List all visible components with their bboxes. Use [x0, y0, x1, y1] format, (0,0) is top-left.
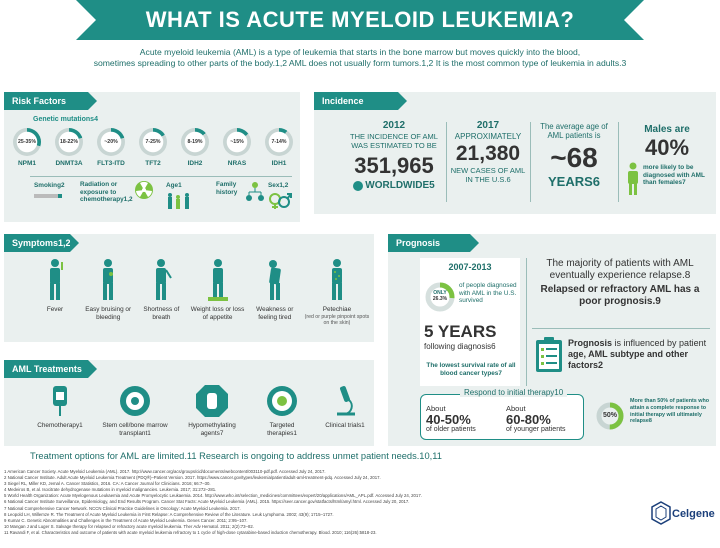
mutation-idh2 — [176, 128, 214, 174]
incidence-sub: YEARS6 — [547, 174, 601, 189]
symptom-label: Fever — [46, 306, 64, 313]
mutation-donut: ~20% — [97, 128, 125, 156]
sex-label: Sex1,2 — [268, 182, 289, 189]
worldwide-label: WORLDWIDE5 — [365, 180, 435, 191]
only-label: ONLY — [433, 290, 447, 296]
incidence-year: 2017 — [476, 120, 500, 131]
references — [4, 469, 644, 536]
celgene-logo-icon — [650, 500, 672, 526]
family-tree-icon — [246, 182, 264, 202]
treatment-list — [30, 384, 370, 444]
person-tired-icon — [263, 258, 287, 302]
mutation-donut: 25-35% — [13, 128, 41, 156]
incidence-number: ~68 — [550, 142, 598, 173]
lowest-survival: The lowest survival rate of all blood cancer types7 — [426, 362, 516, 377]
cigarette-tip-icon — [58, 194, 62, 198]
following-diagnosis: following diagnosis6 — [424, 342, 496, 351]
mutation-name: DNMT3A — [55, 160, 83, 167]
reference-item: 11 Ravandi F, et al. Characteristics and outcome of patients with acute myeloid leukemia refractory to 1 cycle of high-dose cytarabine-based induction chemotherapy. Blood. 2010; 116(26):5818-23. — [4, 529, 377, 535]
stop-hand-icon — [195, 384, 229, 418]
radiation-icon — [134, 180, 154, 200]
symptom-label: Weakness or feeling tired — [256, 306, 294, 321]
mutation-donut: ~15% — [223, 128, 251, 156]
about-label: About — [426, 404, 446, 413]
mutation-name: NPM1 — [17, 160, 37, 167]
response-text: of older patients — [426, 426, 476, 433]
influenced-bold: age, AML subtype and other factors2 — [568, 349, 689, 370]
incidence-col-males — [622, 124, 712, 161]
target-icon — [265, 384, 299, 418]
cigarette-icon — [34, 194, 60, 198]
symptoms-tag: Symptoms1,2 — [4, 234, 70, 252]
worldwide-row — [344, 180, 444, 191]
person-breathless-icon — [149, 258, 173, 302]
respond-heading: Respond to initial therapy10 — [460, 388, 567, 397]
males-number: 40% — [644, 135, 690, 160]
incidence-divider-3 — [618, 122, 619, 202]
symptom-label: Weight loss or loss of appetite — [190, 306, 245, 321]
incidence-col-2012 — [344, 120, 444, 191]
incidence-text: The average age of AML patients is — [540, 122, 608, 140]
microscope-icon — [331, 384, 359, 418]
mutation-name: IDH1 — [271, 160, 287, 167]
radiation-label: Radiation or exposure to chemotherapy1,2 — [80, 181, 133, 204]
reference-item: 1 American Cancer Society. Acute Myeloid Leukemia (AML). 2017. http://www.cancer.org/acs/groups/cid/documents/webcontent/003110-pdf.pdf. Accessed July 24, 2017. — [4, 469, 326, 474]
response-text: of younger patients — [506, 426, 566, 433]
mutation-name: TFT2 — [145, 160, 161, 167]
clipboard-icon — [534, 336, 564, 374]
males-text: more likely to be diagnosed with AML than females7 — [643, 164, 705, 187]
reference-item: 3 Siegel RL, Miller KD, Jemal A. Cancer Statistics, 2016. CA: A Cancer Journal for Clinicians. 2016; 66:7–30. — [4, 481, 211, 487]
treatment-label: Targeted therapies1 — [267, 422, 297, 437]
incidence-number: 21,380 — [455, 142, 521, 165]
influenced-text — [568, 338, 710, 371]
reference-item: 10 Mangan J and Luger S. Salvage therapy for relapsed or refractory acute myeloid leukemia. Ther Adv Hematol. 2011; 2(2):73–82. — [4, 523, 254, 529]
mutation-donut: 7-14% — [265, 128, 293, 156]
reference-item: 2 National Cancer Institute. Adult Acute Myeloid Leukemia Treatment (PDQ®)–Patient Version. 2017. https://www.cancer.gov/types/leukemia/patient/adult-aml-treatment-pdq. Accessed July 24, 2017. — [4, 475, 381, 481]
symptom-weight-loss — [190, 258, 246, 342]
mutation-donut: 7-25% — [139, 128, 167, 156]
reference-item: 6 National Cancer Institute Surveillance, Epidemiology, and End Results Program. Cancer Stat Facts: Acute Myeloid Leukemia (AML). 2015. https://seer.cancer.gov/statfacts/html/amyl.html. Accessed July 20, 2017. — [4, 499, 410, 505]
response-percent: 60-80% — [506, 412, 551, 427]
page-title: WHAT IS ACUTE MYELOID LEUKEMIA? — [96, 0, 624, 40]
symptom-sublabel: (red or purple pinpoint spots on the skin) — [304, 313, 370, 326]
reference-item: 5 World Health Organization: Acute Myelogenous Leukaemia and Acute Promyelocytic Leukaemia. 2014. http://www.who.int/selection_medicines/committees/expert/20/applications/AML_APL.pdf. Accessed July 24, 2017. — [4, 493, 422, 499]
risk-divider — [30, 176, 292, 177]
mutation-npm1 — [8, 128, 46, 174]
smoking-label: Smoking2 — [34, 182, 65, 189]
symptom-petechiae — [304, 258, 370, 342]
reference-item: 4 Medeiros B, et al. Isocitrate dehydrogenase mutations in myeloid malignancies. Leukemia. 2017; 31:272–281. — [4, 487, 217, 493]
incidence-sub: NEW CASES OF AML IN THE U.S.6 — [450, 166, 526, 184]
only-text: of people diagnosed with AML in the U.S. survived — [459, 282, 517, 305]
person-bruise-icon — [96, 258, 120, 302]
incidence-col-2017 — [450, 120, 526, 184]
mutation-donut: 18-22% — [55, 128, 83, 156]
mutation-donut: 8-19% — [181, 128, 209, 156]
treatment-label: Hypomethylating agents7 — [188, 422, 236, 437]
years-range: 2007-2013 — [448, 262, 492, 272]
relapse-text: More than 50% of patients who attain a complete response to initial therapy will ultimately relapse8 — [630, 398, 710, 425]
treatment-label: Chemotherapy1 — [37, 422, 83, 429]
person-thermometer-icon — [43, 258, 67, 302]
reference-item: 7 National Comprehensive Cancer Network. NCCN Clinical Practice Guidelines in Oncology: Acute Myeloid Leukemia. 2017. — [4, 505, 241, 511]
relapse-percent: 50% — [602, 412, 617, 419]
risk-factors-tag: Risk Factors — [4, 92, 88, 110]
symptom-list — [30, 258, 370, 342]
mutation-tft2 — [134, 128, 172, 174]
incidence-tag: Incidence — [314, 92, 398, 110]
prognosis-divider-v — [526, 258, 527, 386]
majority-text — [532, 258, 708, 308]
symptom-fever — [30, 258, 80, 342]
prognosis-tag: Prognosis — [388, 234, 470, 252]
treatment-label: Clinical trials1 — [325, 422, 365, 429]
only-percent: 26.3% — [432, 296, 448, 302]
treatment-chemotherapy — [30, 384, 90, 444]
stem-cell-icon — [118, 384, 152, 418]
mutation-idh1 — [260, 128, 298, 174]
incidence-divider-1 — [446, 122, 447, 202]
age-label: Age1 — [166, 182, 182, 189]
symptom-bruising — [83, 258, 133, 342]
mutation-dnmt3a — [50, 128, 88, 174]
family-history-label: Family history — [216, 181, 238, 196]
mutation-name: NRAS — [227, 160, 247, 167]
response-younger — [506, 404, 582, 433]
incidence-text: THE INCIDENCE OF AML WAS ESTIMATED TO BE — [350, 132, 438, 150]
relapsed-line: Relapsed or refractory AML has a poor prognosis.9 — [540, 284, 700, 307]
influenced-pre: Prognosis — [568, 338, 613, 348]
reference-item: 9 Kumar C. Genetic Abnormalities and Challenges in the Treatment of Acute Myeloid Leukemia. Genes Cancer. 2011; 2:95–107. — [4, 517, 248, 523]
influenced-mid: is influenced by patient — [612, 338, 707, 348]
mutation-name: FLT3-ITD — [97, 160, 125, 167]
treatment-clinical-trials — [320, 384, 370, 444]
incidence-text: APPROXIMATELY — [454, 132, 522, 141]
genetic-mutations-heading: Genetic mutations4 — [33, 116, 98, 123]
male-figure-icon — [626, 162, 640, 196]
majority-line: The majority of patients with AML eventually experience relapse.8 — [546, 258, 694, 281]
intro-text — [80, 47, 640, 69]
iv-bag-icon — [49, 384, 71, 418]
gender-icon — [268, 192, 292, 210]
symptom-weakness — [249, 258, 301, 342]
incidence-divider-2 — [530, 122, 531, 202]
incidence-col-age — [534, 122, 614, 189]
five-years: 5 YEARS — [424, 322, 497, 341]
males-head: Males are — [644, 124, 690, 135]
symptom-label: Shortness of breath — [143, 306, 180, 321]
treatment-hypomethylating — [180, 384, 244, 444]
prognosis-divider-h — [532, 328, 710, 329]
reference-item: 8 Leopold LH, Willemze R. The Treatment of Acute Myeloid Leukemia in First Relapse: A Comprehensive Review of the Literature. Leuk Lymphoma. 2002; 43(9); 1715–1727. — [4, 511, 334, 517]
person-scale-icon — [204, 258, 232, 302]
about-label: About — [506, 404, 526, 413]
treatments-tag: AML Treatments — [4, 360, 88, 378]
person-spots-icon — [325, 258, 349, 302]
response-percent: 40-50% — [426, 412, 471, 427]
globe-icon — [353, 181, 363, 191]
intro-line-1: Acute myeloid leukemia (AML) is a type of leukemia that starts in the bone marrow but moves quickly into the blood, — [139, 47, 581, 57]
age-people-icon — [166, 192, 194, 210]
intro-line-2: sometimes spreading to other parts of the body.1,2 AML does not usually form tumors.1,2 It is the most common type of leukemia in adults.3 — [93, 58, 627, 68]
symptom-breath — [136, 258, 186, 342]
mutation-flt3-itd — [92, 128, 130, 174]
mutation-nras — [218, 128, 256, 174]
response-older — [426, 404, 500, 433]
treatment-footer-note: Treatment options for AML are limited.11 Research is ongoing to address unmet patient needs.10,11 — [30, 451, 442, 461]
treatment-transplant — [101, 384, 169, 444]
symptom-label: Petechiae — [322, 306, 352, 313]
incidence-year: 2012 — [382, 120, 406, 131]
treatment-targeted — [255, 384, 309, 444]
mutation-name: IDH2 — [187, 160, 203, 167]
brand-name: Celgene — [672, 508, 715, 520]
mutation-list — [8, 128, 298, 174]
treatment-label: Stem cell/bone marrow transplant1 — [102, 422, 168, 437]
symptom-label: Easy bruising or bleeding — [85, 306, 132, 321]
incidence-number: 351,965 — [354, 153, 434, 178]
